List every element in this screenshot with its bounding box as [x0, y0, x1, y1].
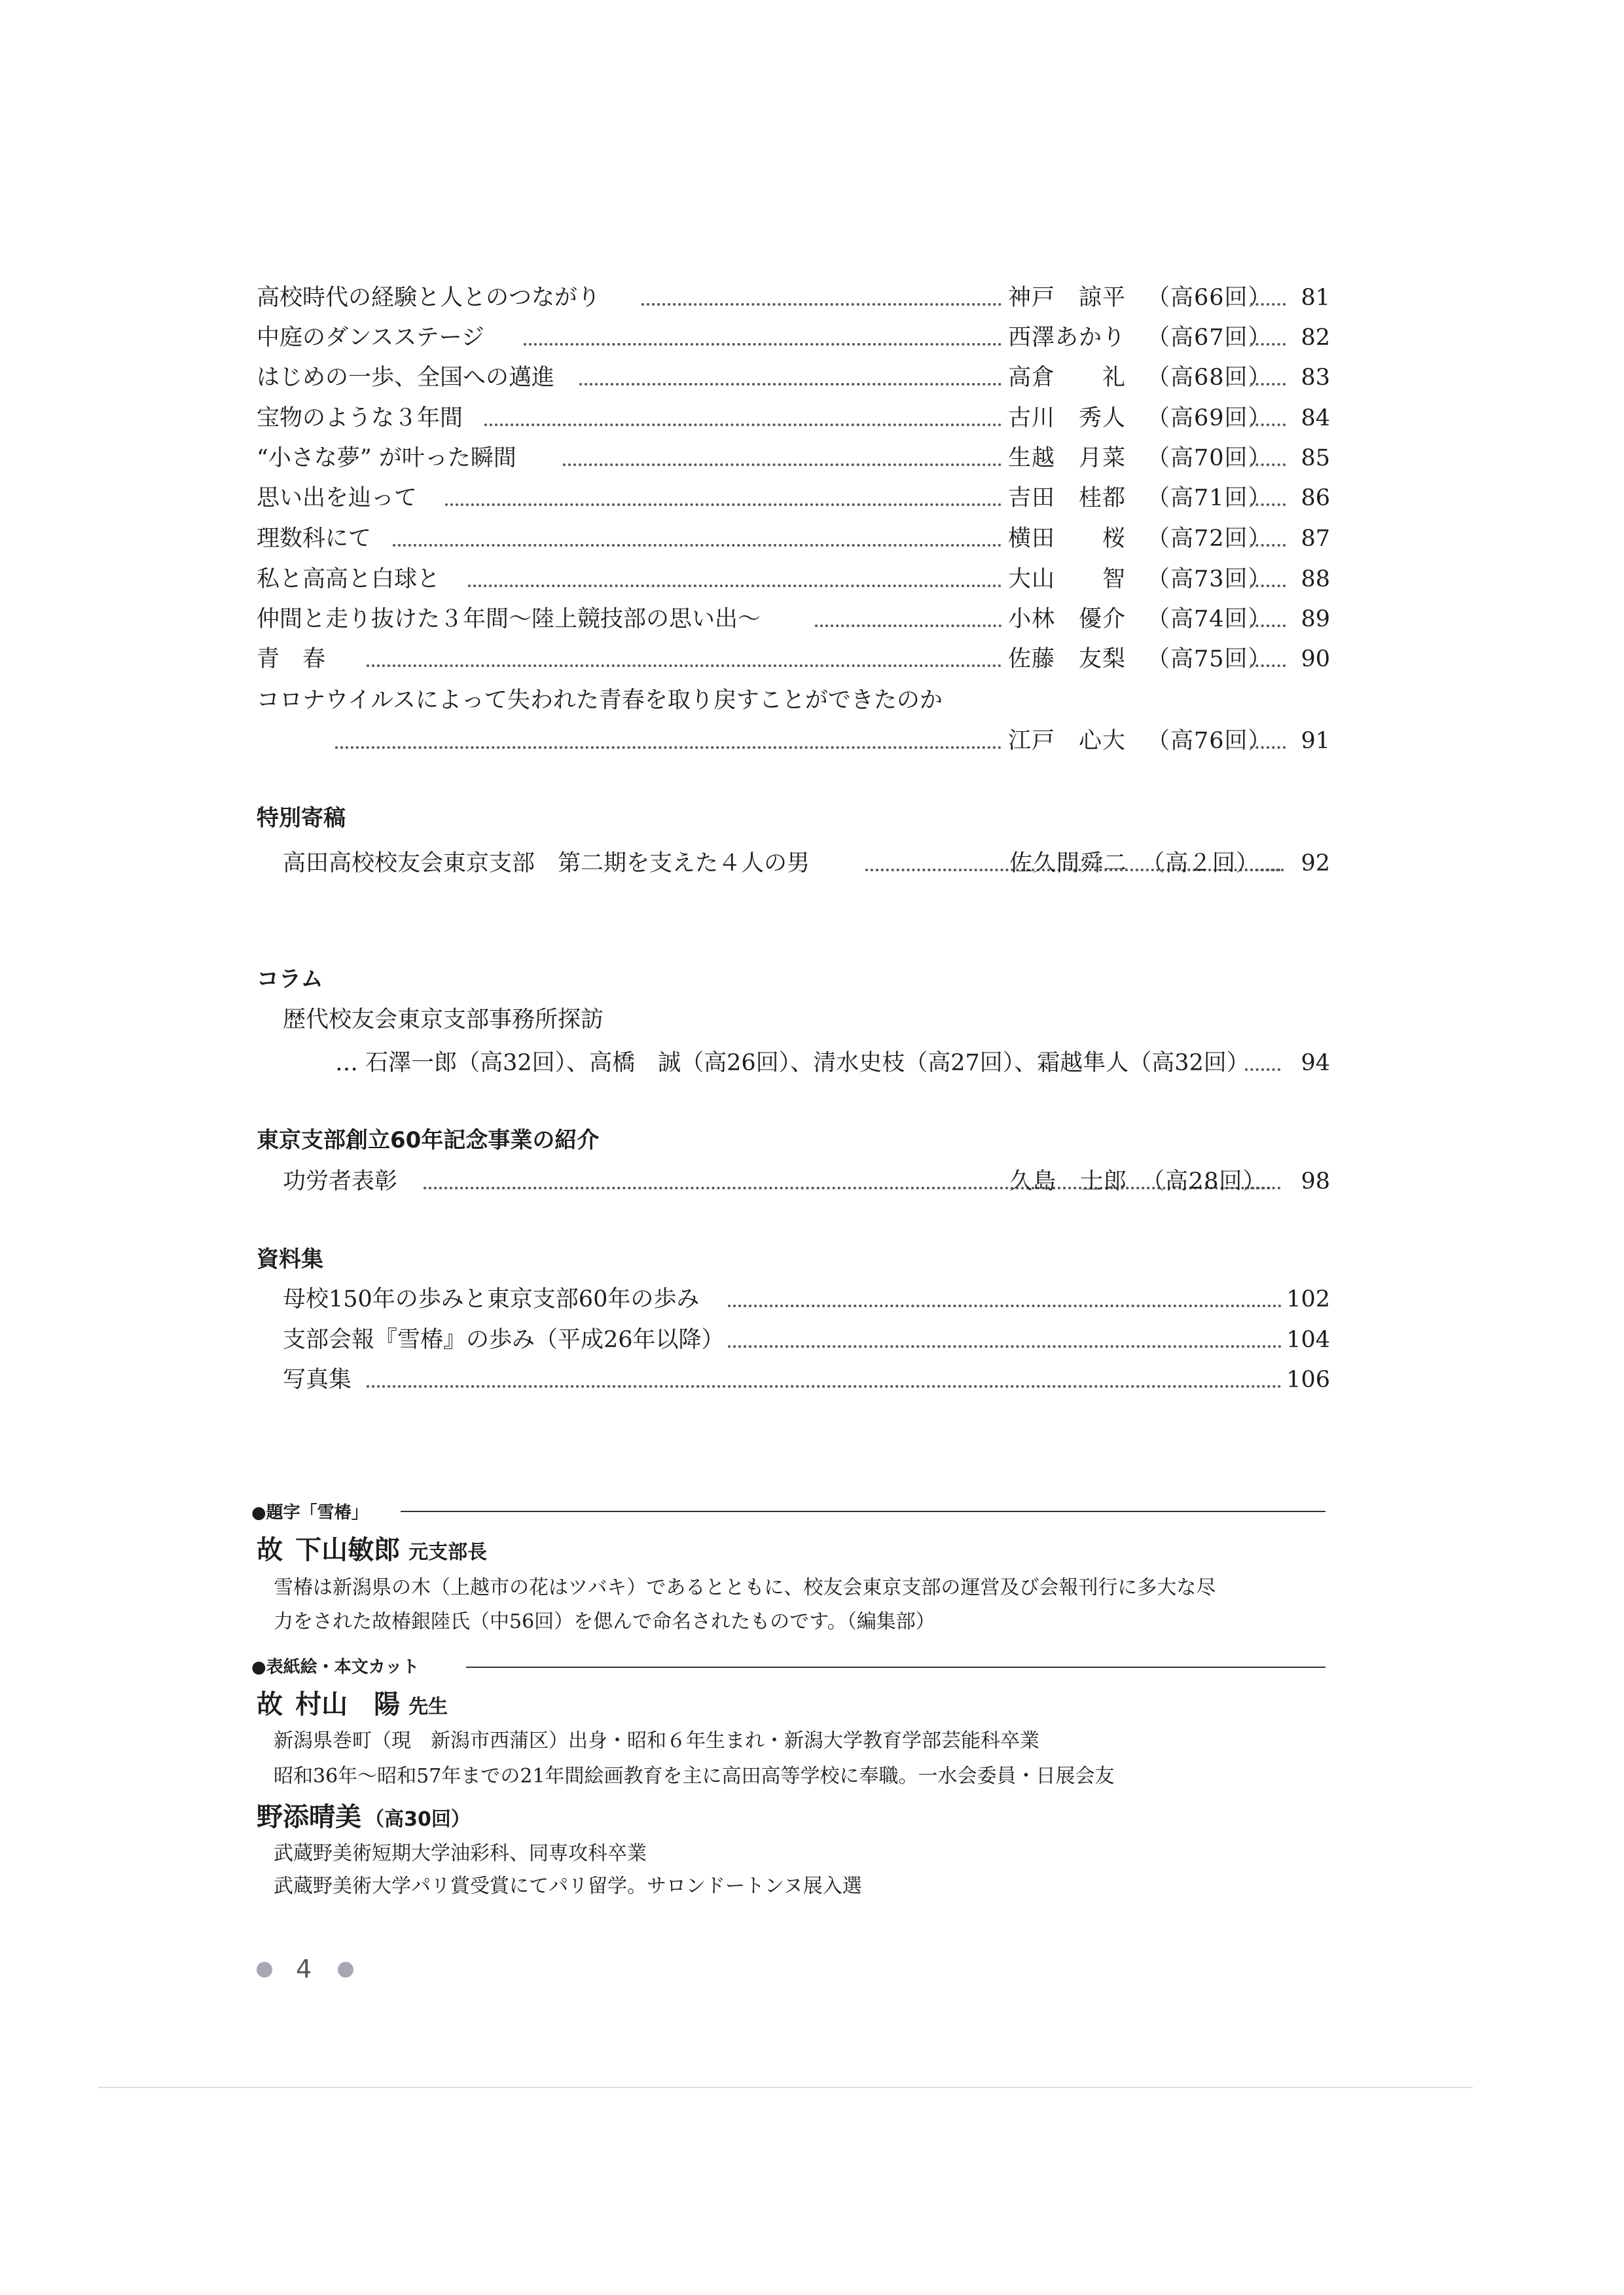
- leader-dots: [468, 585, 1001, 587]
- toc-row[interactable]: [0, 439, 1375, 478]
- special-page: 92: [1301, 850, 1330, 876]
- toc-title: 中庭のダンスステージ: [257, 325, 484, 351]
- toc-generation: （高66回）: [1147, 285, 1272, 311]
- toc-generation: （高68回）: [1147, 365, 1272, 391]
- leader-dots: [1250, 424, 1286, 426]
- materials-heading: 資料集: [257, 1246, 323, 1273]
- leader-dots: [524, 343, 1001, 346]
- toc-generation: （高69回）: [1147, 405, 1272, 431]
- title-credit-role: 元支部長: [408, 1541, 488, 1564]
- special-heading: 特別寄稿: [257, 805, 346, 831]
- materials-row[interactable]: [0, 1280, 1375, 1319]
- leader-dots: [393, 544, 1001, 547]
- page-number: 4: [296, 1955, 312, 1983]
- leader-dots: [1250, 463, 1286, 466]
- anniv-heading: 東京支部創立60年記念事業の紹介: [257, 1127, 600, 1153]
- toc-generation: （高75回）: [1147, 646, 1272, 672]
- toc-generation: （高73回）: [1147, 566, 1272, 592]
- materials-row[interactable]: [0, 1320, 1375, 1360]
- toc-author: 西澤あかり: [1008, 325, 1127, 351]
- leader-dots: [1250, 383, 1286, 386]
- toc-title: 私と高高と白球と: [257, 566, 441, 592]
- column-heading: コラム: [257, 966, 323, 992]
- leader-dots: [579, 383, 1001, 386]
- toc-page-number: 88: [1301, 566, 1330, 592]
- toc-title: 思い出を辿って: [257, 485, 418, 511]
- anniv-page: 98: [1301, 1168, 1330, 1195]
- leader-dots: [563, 463, 1001, 466]
- leader-dots: [484, 424, 1001, 426]
- cover-credit-name: [257, 1684, 448, 1721]
- toc-row[interactable]: [0, 358, 1375, 397]
- toc-row[interactable]: [0, 479, 1375, 518]
- leader-dots: [728, 1305, 1282, 1307]
- column-page: 94: [1301, 1050, 1330, 1076]
- toc-row[interactable]: [0, 600, 1375, 639]
- toc-row[interactable]: [0, 560, 1375, 599]
- toc-row[interactable]: [0, 519, 1375, 558]
- toc-title: はじめの一歩、全国への邁進: [257, 365, 555, 391]
- toc-generation: （高76回）: [1147, 728, 1272, 754]
- toc-row[interactable]: [0, 318, 1375, 357]
- anniv-row[interactable]: [283, 1162, 1330, 1201]
- artist-gen: （高30回）: [365, 1808, 471, 1831]
- leader-dots: [367, 664, 1001, 667]
- toc-page-number: 84: [1301, 405, 1330, 431]
- anniv-gen: （高28回）: [1142, 1168, 1267, 1195]
- toc-author: 生越 月菜: [1008, 445, 1127, 471]
- cover-credit-person: 村山 陽: [295, 1690, 401, 1720]
- page-edge-line: [98, 2087, 1473, 2088]
- toc-row[interactable]: [0, 721, 1375, 761]
- page-number-dot-right: [338, 1962, 353, 1978]
- toc-generation: （高67回）: [1147, 325, 1272, 351]
- cover-credit-desc-2: 昭和36年～昭和57年までの21年間絵画教育を主に高田高等学校に奉職。一水会委員・日展会友: [274, 1765, 1115, 1788]
- leader-dots: [1250, 664, 1286, 667]
- toc-author: 江戸 心大: [1008, 728, 1127, 754]
- title-credit-label: ●題字「雪椿」: [251, 1503, 369, 1523]
- leader-dots: [335, 746, 1001, 749]
- toc-title: 仲間と走り抜けた３年間～陸上競技部の思い出～: [257, 606, 761, 632]
- divider: [401, 1511, 1326, 1512]
- special-gen: （高２回）: [1142, 850, 1260, 876]
- toc-author: 大山 智: [1008, 566, 1127, 592]
- toc-title: 青 春: [257, 646, 326, 672]
- toc-author: 小林 優介: [1008, 606, 1127, 632]
- column-title: 歴代校友会東京支部事務所探訪: [283, 1007, 604, 1033]
- title-credit-desc-2: 力をされた故椿銀陸氏（中56回）を偲んで命名されたものです。（編集部）: [274, 1610, 935, 1633]
- toc-page-number: 81: [1301, 285, 1330, 311]
- toc-generation: （高74回）: [1147, 606, 1272, 632]
- leader-dots: [1250, 544, 1286, 547]
- column-names: … 石澤一郎（高32回）、高橋 誠（高26回）、清水史枝（高27回）、霜越隼人（高32回）: [335, 1050, 1250, 1076]
- title-credit-name: [257, 1529, 487, 1566]
- title-credit-desc-1: 雪椿は新潟県の木（上越市の花はツバキ）であるとともに、校友会東京支部の運営及び会報刊行に多大な尽: [274, 1576, 1216, 1599]
- artist-name: 野添晴美: [257, 1802, 361, 1832]
- materials-title: 写真集: [283, 1367, 352, 1393]
- page-number-dot-left: [257, 1962, 272, 1978]
- cover-credit-role: 先生: [408, 1695, 448, 1718]
- toc-page-number: 90: [1301, 646, 1330, 672]
- toc-row[interactable]: [0, 278, 1375, 317]
- special-title: 高田高校校友会東京支部 第二期を支えた４人の男: [283, 850, 810, 876]
- leader-dots: [367, 1385, 1282, 1388]
- leader-dots: [728, 1345, 1282, 1348]
- toc-page-number: 85: [1301, 445, 1330, 471]
- leader-dots: [1250, 585, 1286, 587]
- toc-author: 古川 秀人: [1008, 405, 1127, 431]
- toc-page-number: 86: [1301, 485, 1330, 511]
- artist-credit-name: [257, 1796, 471, 1834]
- toc-page-number: 87: [1301, 526, 1330, 552]
- leader-dots: [1250, 303, 1286, 306]
- toc-title: “小さな夢” が叶った瞬間: [257, 445, 516, 471]
- leader-dots: [1250, 624, 1286, 627]
- materials-page-number: 104: [1286, 1327, 1330, 1353]
- deceased-prefix: 故: [257, 1535, 283, 1565]
- toc-row[interactable]: [0, 640, 1375, 679]
- materials-row[interactable]: [0, 1360, 1375, 1400]
- toc-author: 神戸 諒平: [1008, 285, 1127, 311]
- artist-desc-2: 武蔵野美術大学パリ賞受賞にてパリ留学。サロンドートンヌ展入選: [274, 1875, 862, 1898]
- toc-title: 高校時代の経験と人とのつながり: [257, 285, 601, 311]
- deceased-prefix: 故: [257, 1690, 283, 1720]
- materials-page-number: 102: [1286, 1286, 1330, 1312]
- leader-dots: [1245, 1187, 1280, 1189]
- leader-dots: [1250, 746, 1286, 749]
- leader-dots: [1250, 343, 1286, 346]
- artist-desc-1: 武蔵野美術短期大学油彩科、同専攻科卒業: [274, 1842, 647, 1865]
- toc-page-number: 91: [1301, 728, 1330, 754]
- toc-page-number: 83: [1301, 365, 1330, 391]
- cover-credit-desc-1: 新潟県巻町（現 新潟市西蒲区）出身・昭和６年生まれ・新潟大学教育学部芸能科卒業: [274, 1729, 1039, 1752]
- toc-generation: （高71回）: [1147, 485, 1272, 511]
- toc-row[interactable]: [0, 399, 1375, 438]
- materials-title: 支部会報『雪椿』の歩み（平成26年以降）: [283, 1327, 725, 1353]
- toc-author: 高倉 礼: [1008, 365, 1127, 391]
- column-row[interactable]: [283, 1043, 1330, 1083]
- leader-dots: [1250, 503, 1286, 506]
- toc-author: 佐藤 友梨: [1008, 646, 1127, 672]
- leader-dots: [1245, 1068, 1280, 1071]
- toc-page-number: 82: [1301, 325, 1330, 351]
- toc-generation: （高70回）: [1147, 445, 1272, 471]
- toc-generation: （高72回）: [1147, 526, 1272, 552]
- toc-author: 吉田 桂都: [1008, 485, 1127, 511]
- materials-title: 母校150年の歩みと東京支部60年の歩み: [283, 1286, 700, 1312]
- toc-page-number: 89: [1301, 606, 1330, 632]
- leader-dots: [641, 303, 1001, 306]
- anniv-author: 久島 士郎: [1009, 1168, 1128, 1195]
- special-author: 佐久間舜二: [1009, 850, 1128, 876]
- leader-dots: [815, 624, 1001, 627]
- toc-author: 横田 桜: [1008, 526, 1127, 552]
- divider: [466, 1667, 1326, 1668]
- leader-dots: [1245, 869, 1280, 871]
- materials-page-number: 106: [1286, 1367, 1330, 1393]
- title-credit-person: 下山敏郎: [295, 1535, 401, 1565]
- toc-title: 理数科にて: [257, 526, 372, 552]
- special-row[interactable]: [283, 844, 1330, 883]
- toc-title: コロナウイルスによって失われた青春を取り戻すことができたのか: [257, 687, 943, 714]
- anniv-title: 功労者表彰: [283, 1168, 398, 1195]
- cover-credit-label: ●表紙絵・本文カット: [251, 1657, 420, 1677]
- toc-title: 宝物のような３年間: [257, 405, 463, 431]
- leader-dots: [445, 503, 1001, 506]
